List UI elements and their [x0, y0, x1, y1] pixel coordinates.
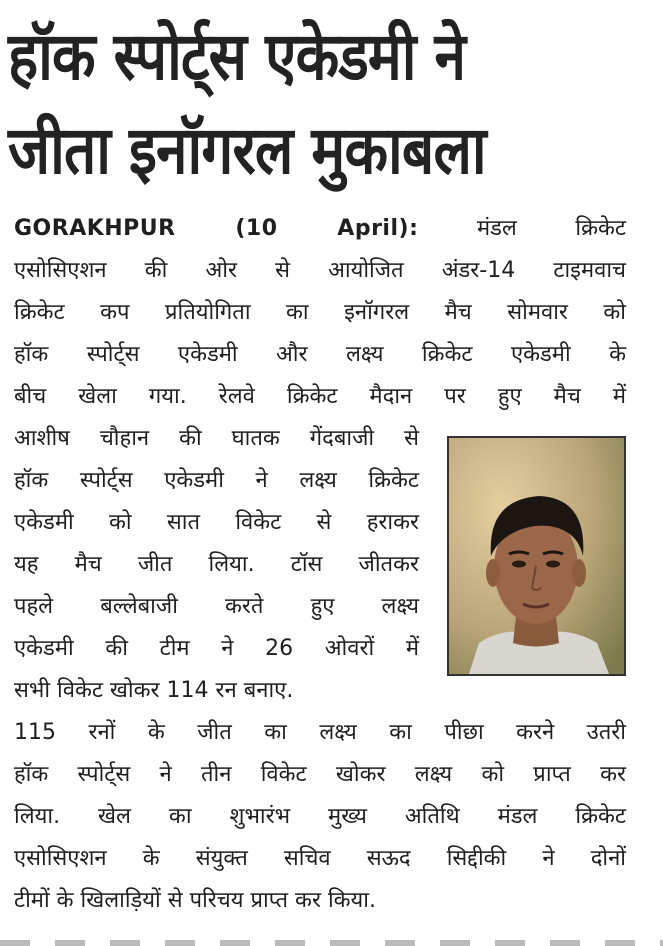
article-line: एकेडमी की टीम ने 26 ओवरों में [14, 636, 419, 661]
article-line: हॉक स्पोर्ट्स एकेडमी और लक्ष्य क्रिकेट एकेडमी के [14, 342, 626, 367]
article-line: टीमों के खिलाड़ियों से परिचय प्राप्त कर किया. [14, 888, 376, 913]
player-photo [447, 436, 626, 676]
article-line: पहले बल्लेबाजी करते हुए लक्ष्य [14, 594, 419, 619]
article-line: बीच खेला गया. रेलवे क्रिकेट मैदान पर हुए मैच में [14, 384, 626, 409]
article-line: एसोसिएशन के संयुक्त सचिव सऊद सिद्दीकी ने दोनों [14, 846, 626, 871]
article-line: लिया. खेल का शुभारंभ मुख्य अतिथि मंडल क्रिकेट [14, 804, 626, 829]
dateline: GORAKHPUR (10 April): [14, 216, 419, 241]
article-line: एकेडमी को सात विकेट से हराकर [14, 510, 419, 535]
article-line: सभी विकेट खोकर 114 रन बनाए. [14, 678, 294, 703]
article-line-text: मंडल क्रिकेट [476, 216, 626, 241]
article-line: एसोसिएशन की ओर से आयोजित अंडर-14 टाइमवाच [14, 258, 626, 283]
headline [8, 10, 563, 198]
article-line [14, 208, 626, 250]
article-line: हॉक स्पोर्ट्स एकेडमी ने लक्ष्य क्रिकेट [14, 468, 419, 493]
article-line: हॉक स्पोर्ट्स ने तीन विकेट खोकर लक्ष्य को प्राप्त कर [14, 762, 626, 787]
headline-line-2: जीता इनॉगरल मुकाबला [8, 112, 486, 189]
person-portrait-icon [449, 438, 624, 674]
bottom-divider [0, 940, 663, 946]
headline-line-1: हॉक स्पोर्ट्स एकेडमी ने [8, 18, 466, 95]
article-line: क्रिकेट कप प्रतियोगिता का इनॉगरल मैच सोमवार को [14, 300, 626, 325]
article-line: यह मैच जीत लिया. टॉस जीतकर [14, 552, 419, 577]
article-line: 115 रनों के जीत का लक्ष्य का पीछा करने उतरी [14, 720, 626, 745]
article-line: आशीष चौहान की घातक गेंदबाजी से [14, 426, 419, 451]
